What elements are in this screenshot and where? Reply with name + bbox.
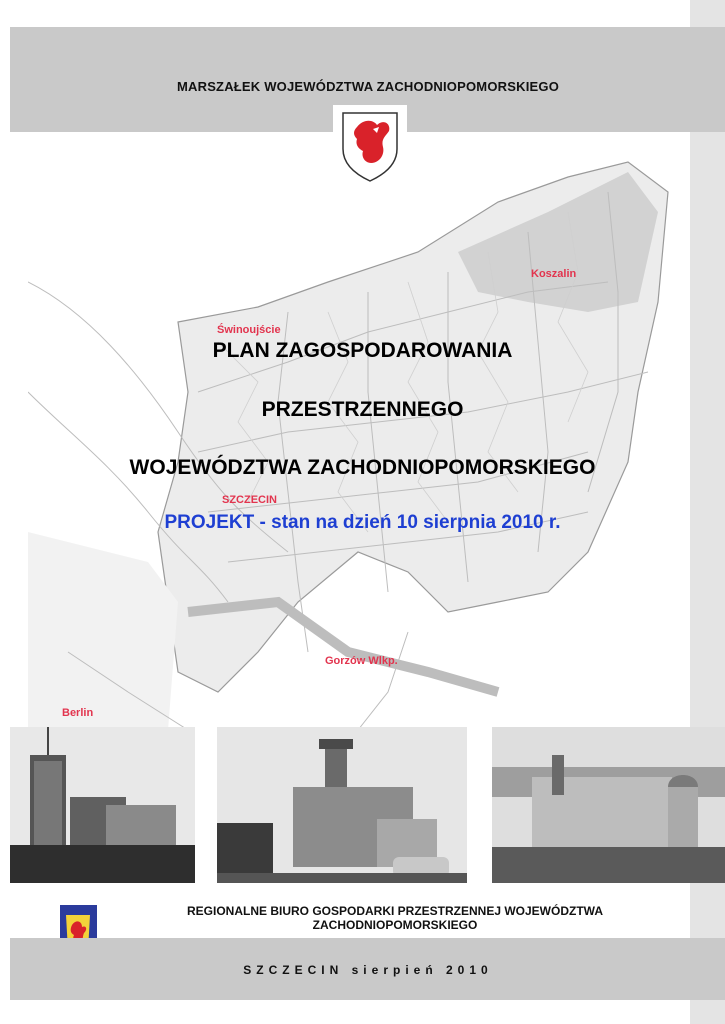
issuer-title: MARSZAŁEK WOJEWÓDZTWA ZACHODNIOPOMORSKIEGO: [176, 79, 560, 94]
city-label-koszalin: Koszalin: [531, 268, 577, 280]
photo-office-tower: [10, 727, 195, 883]
office-name-line-1: REGIONALNE BIURO GOSPODARKI PRZESTRZENNEJ WOJEWÓDZTWA: [186, 904, 603, 918]
document-title-line-3: WOJEWÓDZTWA ZACHODNIOPOMORSKIEGO: [129, 456, 596, 479]
document-subtitle: PROJEKT - stan na dzień 10 sierpnia 2010 r.: [164, 512, 561, 533]
voivodeship-crest: [333, 105, 407, 185]
document-title-line-1: PLAN ZAGOSPODAROWANIA: [212, 339, 513, 362]
footer-band: [10, 938, 725, 1000]
document-title-line-2: PRZESTRZENNEGO: [261, 398, 464, 421]
city-label-berlin: Berlin: [62, 707, 94, 719]
city-label-gorzow: Gorzów Wlkp.: [325, 655, 398, 667]
office-name-line-2: ZACHODNIOPOMORSKIEGO: [312, 918, 478, 932]
region-map: [28, 132, 686, 730]
place-date: SZCZECIN sierpień 2010: [243, 963, 493, 977]
photo-clock-tower: [217, 727, 467, 883]
city-label-swinoujscie: Świnoujście: [217, 324, 281, 336]
photo-castle: [492, 727, 725, 883]
city-label-szczecin: SZCZECIN: [222, 494, 277, 506]
